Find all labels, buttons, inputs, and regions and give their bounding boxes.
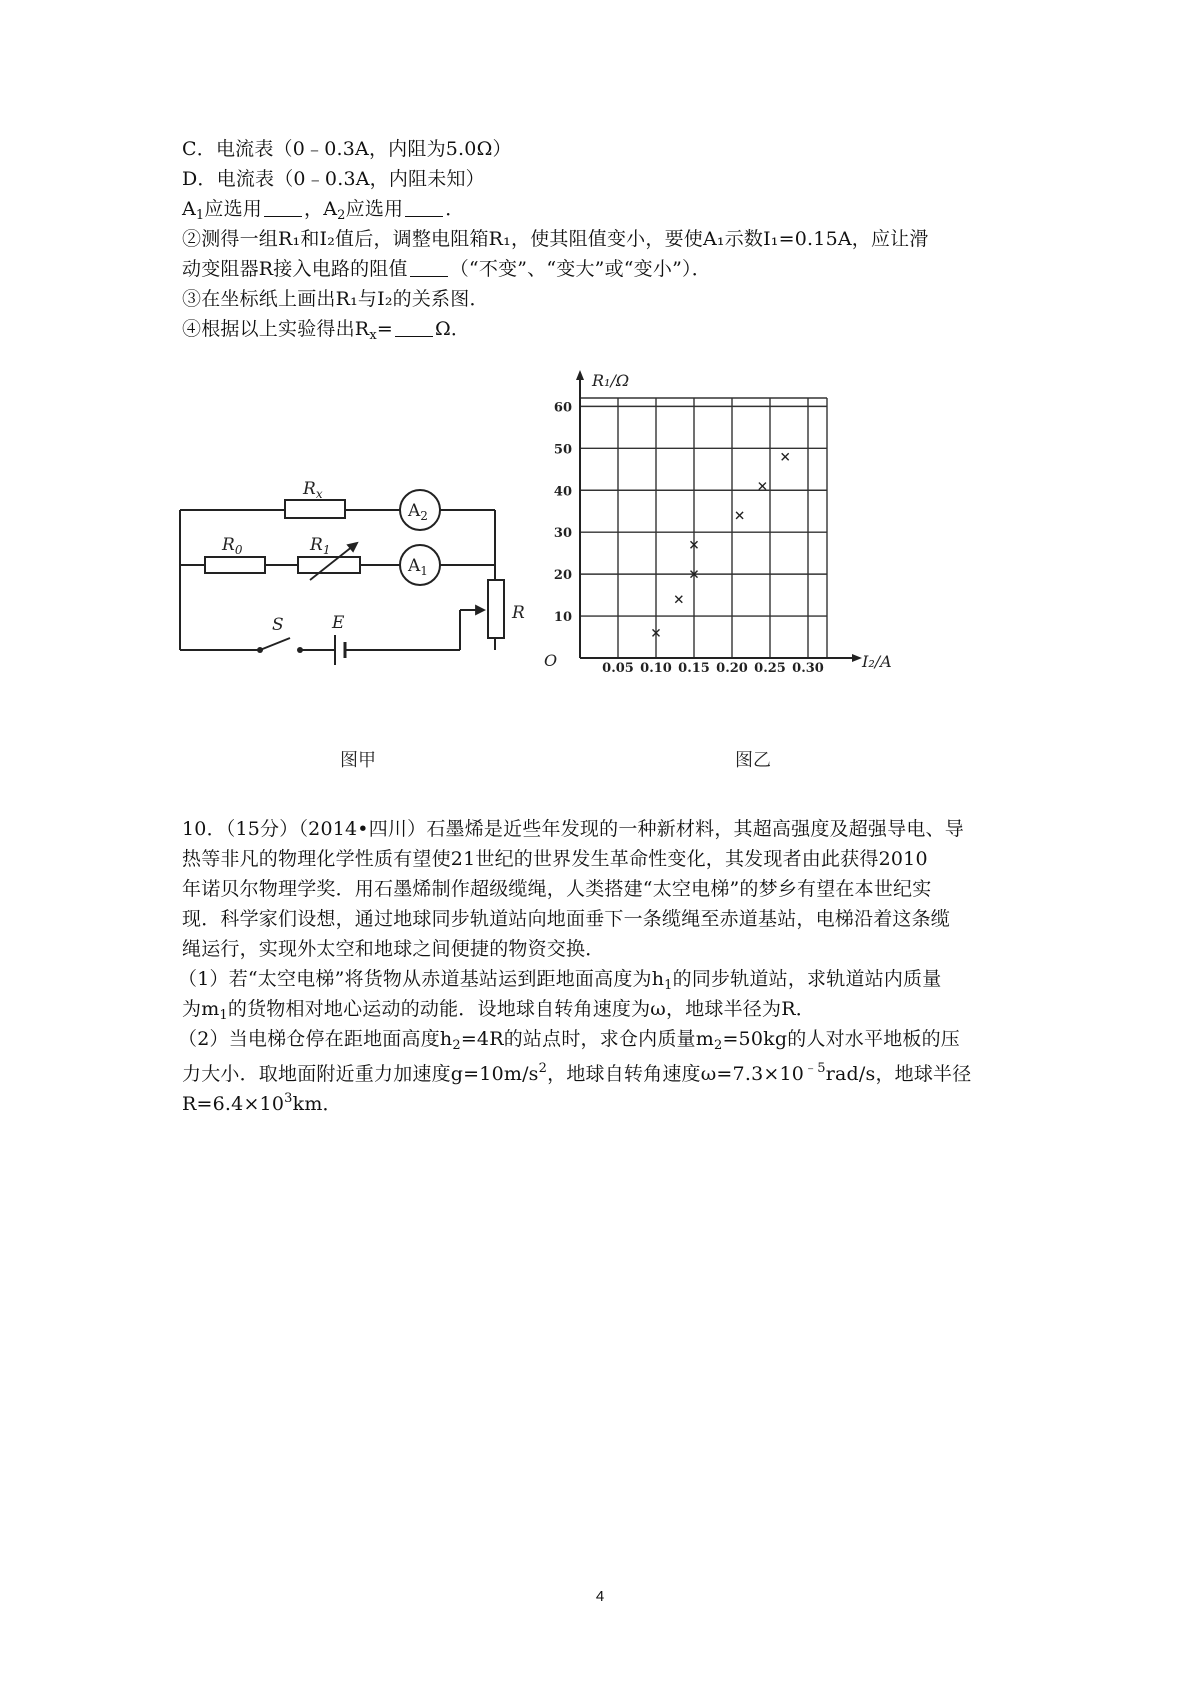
q4-a: ④根据以上实验得出R (182, 318, 370, 340)
p2-l1-a: （2）当电梯仓停在距地面高度h (178, 1028, 453, 1050)
p1-l1-a: （1）若“太空电梯”将货物从赤道基站运到距地面高度为h (178, 968, 665, 990)
page-number: 4 (595, 1588, 605, 1605)
x-tick-label: 0.10 (640, 661, 672, 676)
neg5-sup: ﹣5 (804, 1061, 826, 1076)
q4-c: Ω． (434, 318, 471, 340)
y-tick-label: 10 (553, 610, 572, 626)
option-d: D．电流表（0﹣0.3A，内阻未知） (182, 168, 485, 190)
cube-sup: 3 (284, 1091, 293, 1106)
question-9-part-1 (182, 197, 464, 228)
p2-l2-c: rad/s，地球半径 (825, 1063, 972, 1085)
p1-l2-b: 的货物相对地心运动的动能．设地球自转角速度为ω，地球半径为R． (227, 998, 815, 1020)
data-point-cross (759, 483, 766, 490)
p2-l2-b: ，地球自转角速度ω=7.3×10 (547, 1063, 805, 1085)
question-9-part-2-line-2 (182, 257, 711, 281)
h2-sub: 2 (452, 1038, 461, 1053)
question-10-part-1-line-2 (182, 997, 815, 1028)
x-tick-label: 0.15 (678, 661, 710, 676)
q2-line2-a: 动变阻器R接入电路的阻值 (182, 258, 408, 280)
question-10-part-2-line-2 (182, 1057, 971, 1086)
question-10-part-1-line-1 (178, 967, 941, 998)
x-axis-arrow (852, 654, 862, 662)
a1-label: A (182, 198, 196, 220)
rx-sub: x (369, 328, 377, 343)
x-tick-label: 0.30 (792, 661, 824, 676)
q1-part1: 应选用 (204, 198, 263, 220)
h1-sub: 1 (664, 978, 673, 993)
a2-meter-label: $A_2$ (408, 501, 428, 523)
p2-l3-a: R=6.4×10 (182, 1093, 285, 1115)
question-9-part-2-line-1: ②测得一组R₁和I₂值后，调整电阻箱R₁，使其阻值变小，要使A₁示数I₁=0.15A，应让滑 (182, 228, 929, 250)
answer-blank-1[interactable] (264, 198, 302, 217)
p1-l2-a: 为m (182, 998, 220, 1020)
x-axis-label: I₂/A (862, 652, 892, 671)
x-tick-label: 0.25 (754, 661, 786, 676)
question-9-part-4 (182, 317, 470, 348)
answer-blank-4[interactable] (395, 318, 433, 337)
answer-blank-3[interactable] (410, 258, 448, 277)
a1-meter-label: $A_1$ (408, 556, 428, 578)
y-axis-label: R₁/Ω (592, 371, 630, 390)
question-10-line-5: 绳运行，实现外太空和地球之间便捷的物资交换． (182, 938, 605, 960)
a1-sub: 1 (195, 208, 205, 223)
y-tick-label: 50 (553, 442, 572, 458)
a2-sub: 2 (337, 208, 346, 223)
origin-label: O (544, 651, 558, 670)
answer-blank-2[interactable] (405, 198, 443, 217)
question-10-part-2-line-3 (182, 1087, 342, 1116)
y-tick-label: 40 (553, 484, 572, 500)
r1-i2-chart (540, 370, 920, 730)
m1-sub: 1 (219, 1008, 228, 1023)
p2-l1-c: =50kg的人对水平地板的压 (722, 1028, 961, 1050)
p2-l3-b: km． (292, 1093, 342, 1115)
p1-l1-b: 的同步轨道站，求轨道站内质量 (672, 968, 942, 990)
y-axis-arrow (576, 370, 584, 380)
q1-end: ． (445, 198, 465, 220)
question-10-part-2-line-1 (178, 1027, 960, 1058)
q2-line2-b: （“不变”、“变大”或“变小”）． (449, 258, 711, 280)
data-point-cross (782, 453, 789, 460)
data-point-cross (675, 596, 682, 603)
data-point-cross (736, 512, 743, 519)
x-tick-label: 0.05 (602, 661, 634, 676)
y-tick-label: 30 (553, 526, 572, 542)
m2-sub: 2 (713, 1038, 723, 1053)
e-label: E (332, 613, 345, 633)
p2-l1-b: =4R的站点时，求仓内质量m (460, 1028, 714, 1050)
question-10-line-2: 热等非凡的物理化学性质有望使21世纪的世界发生革命性变化，其发现者由此获得2010 (182, 848, 928, 870)
question-9-part-3: ③在坐标纸上画出R₁与I₂的关系图． (182, 288, 489, 310)
circuit-diagram (170, 480, 560, 740)
figure-yi-caption: 图乙 (735, 750, 771, 771)
p2-l2-a: 力大小．取地面附近重力加速度g=10m/s (182, 1063, 539, 1085)
figure-jia-caption: 图甲 (340, 750, 376, 771)
q4-b: = (376, 318, 393, 340)
x-tick-label: 0.20 (716, 661, 748, 676)
y-tick-label: 60 (553, 400, 572, 416)
r-label: R (512, 603, 525, 623)
s-label: S (272, 615, 284, 635)
question-10-line-3: 年诺贝尔物理学奖．用石墨烯制作超级缆绳，人类搭建“太空电梯”的梦乡有望在本世纪实 (182, 878, 932, 900)
r0-label: $R_0$ (222, 535, 243, 557)
q1-part3: 应选用 (345, 198, 404, 220)
option-c: C．电流表（0﹣0.3A，内阻为5.0Ω） (182, 138, 512, 160)
s2-sup: 2 (538, 1061, 548, 1076)
q1-part2: ，A (304, 198, 338, 220)
y-tick-label: 20 (553, 568, 572, 584)
rx-label: $R_x$ (303, 480, 323, 501)
question-10-line-4: 现．科学家们设想，通过地球同步轨道站向地面垂下一条缆绳至赤道基站，电梯沿着这条缆 (182, 908, 951, 930)
r1-label: $R_1$ (310, 535, 331, 557)
question-10-line-1: 10．（15分）（2014•四川）石墨烯是近些年发现的一种新材料，其超高强度及超强导电、导 (182, 818, 964, 840)
